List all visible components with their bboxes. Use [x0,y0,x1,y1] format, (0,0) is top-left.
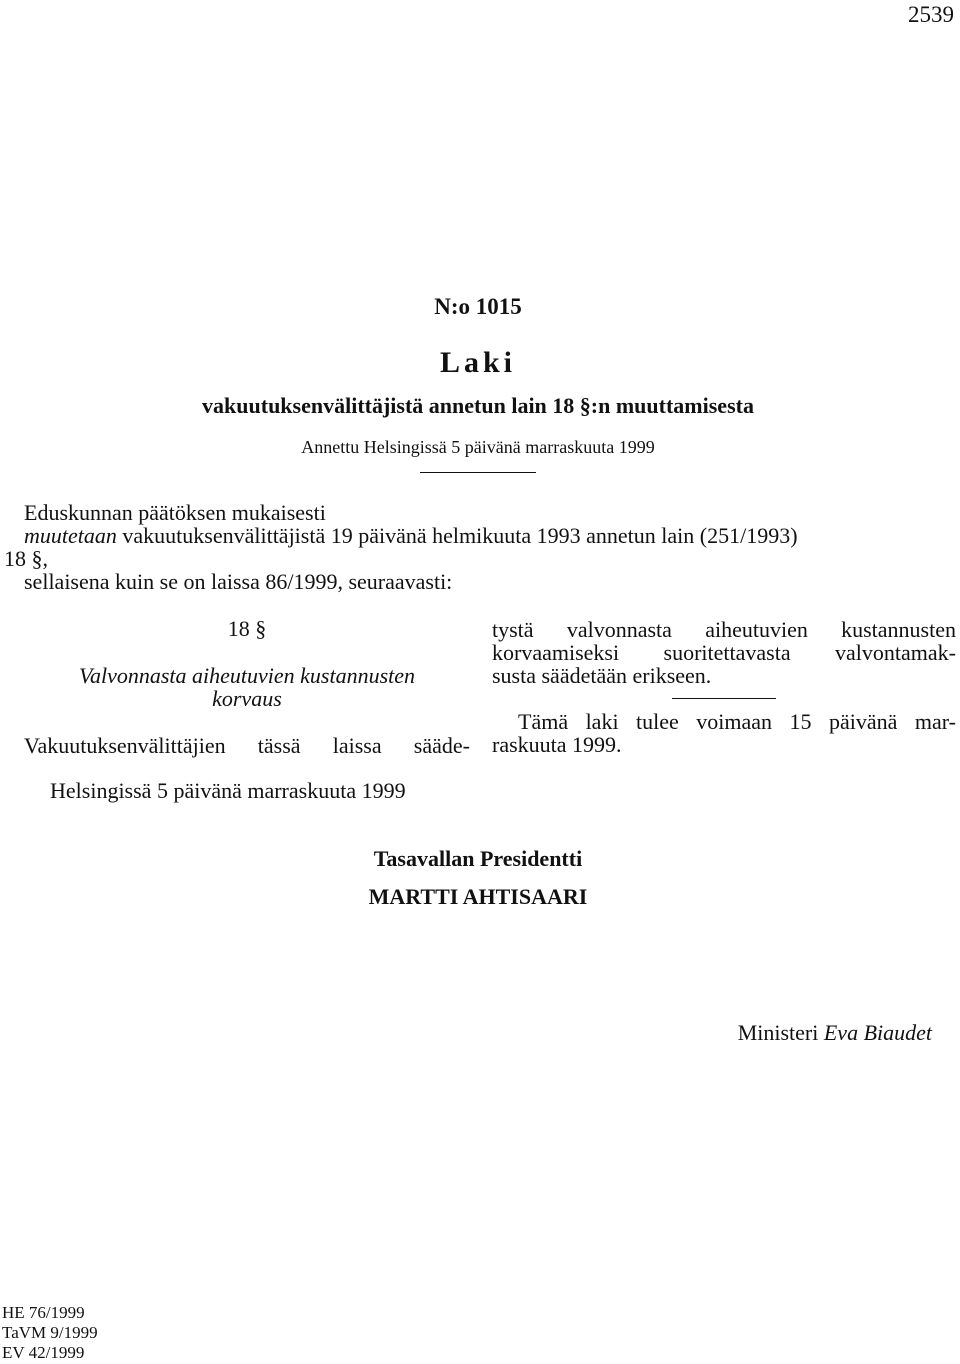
effect-text-2: raskuuta 1999. [492,732,622,757]
section-text-left: Vakuutuksenvälittäjien tässä laissa sääde- [24,733,470,758]
references [2,1303,98,1363]
document-title: Laki [439,346,517,379]
president-title: Tasavallan Presidentti [373,846,583,871]
effect-text-1: Tämä laki tulee voimaan 15 päivänä mar- [518,709,956,734]
document-subtitle: vakuutuksenvälittäjistä annetun lain 18 §:n muuttamisesta [202,393,754,418]
title-divider [420,472,536,473]
reference-item: HE 76/1999 [2,1303,85,1322]
reference-item: EV 42/1999 [2,1343,85,1362]
page-number: 2539 [908,2,954,27]
place-date: Helsingissä 5 päivänä marraskuuta 1999 [50,778,406,803]
intro-line-4: sellaisena kuin se on laissa 86/1999, seuraavasti: [24,569,453,594]
intro-line-1: Eduskunnan päätöksen mukaisesti [24,500,326,525]
president-name: MARTTI AHTISAARI [368,884,588,909]
minister-name: Eva Biaudet [823,1020,932,1045]
given-date-line: Annettu Helsingissä 5 päivänä marraskuuta 1999 [301,437,655,457]
section-number: 18 § [227,616,267,641]
minister-label: Ministeri [737,1020,819,1045]
section-heading-line-1: Valvonnasta aiheutuvien kustannusten [78,663,416,688]
section-divider [672,698,776,699]
intro-line-2 [24,523,798,549]
intro-verb: muutetaan [24,523,117,548]
section-text-right-2: korvaamiseksi suoritettavasta valvontamak- [492,640,956,665]
section-heading-line-2: korvaus [212,686,282,711]
intro-line-3: 18 §, [4,546,48,571]
minister-signature [738,1020,932,1046]
section-text-right-3: susta säädetään erikseen. [492,663,712,688]
intro-line-2-text: vakuutuksenvälittäjistä 19 päivänä helmikuuta 1993 annetun lain (251/1993) [122,523,798,548]
reference-item: TaVM 9/1999 [2,1323,98,1342]
statute-number: N:o 1015 [434,294,522,319]
section-text-right-1: tystä valvonnasta aiheutuvien kustannusten [492,617,956,642]
